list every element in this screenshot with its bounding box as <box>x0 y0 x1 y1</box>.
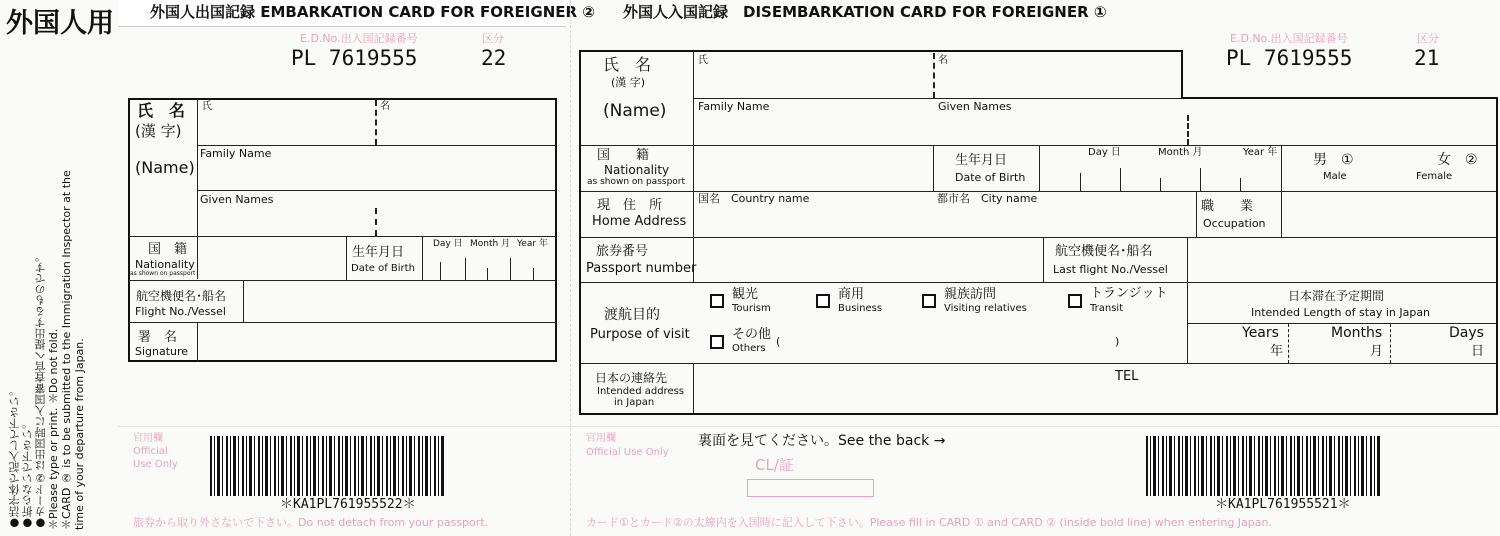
embark-title: 外国人出国記録 EMBARKATION CARD FOR FOREIGNER ② <box>150 3 595 21</box>
embark-footer: 旅券から取り外さないで下さい。Do not detach from your passport. <box>133 516 489 529</box>
embark-dob-label: 生年月日 <box>352 245 405 260</box>
side-label: 外国人用 <box>6 8 114 39</box>
side-note: ●折らないで下さい。 <box>21 418 34 530</box>
months-jp: 月 <box>1370 344 1384 359</box>
others-paren-close: ) <box>1115 335 1120 348</box>
embark-ed-label: E.D.No.出入国記録番号 <box>300 32 418 45</box>
disembark-given-names-label: Given Names <box>938 100 1012 113</box>
home-address-label: 現 住 所 <box>597 198 663 213</box>
others-label: その他 <box>732 327 772 342</box>
disembark-dob-label: 生年月日 <box>955 153 1008 168</box>
embark-official-jp: 官用欄 <box>133 433 163 444</box>
male-label: Male <box>1323 171 1347 182</box>
female-option[interactable]: 女 ② <box>1437 152 1478 168</box>
disembark-nationality-en: Nationality <box>604 163 670 177</box>
city-name-field[interactable] <box>935 192 1195 236</box>
contact-en1: Intended address <box>597 386 685 397</box>
embark-ku-number: 22 <box>481 46 507 70</box>
disembark-barcode-text: ＊KA1PL761955521＊ <box>1215 497 1351 512</box>
contact-label: 日本の連絡先 <box>595 371 668 385</box>
business-label: 商用 <box>838 287 865 302</box>
embark-family-name-label: Family Name <box>200 147 272 160</box>
last-flight-label: 航空機便名･船名 <box>1055 244 1153 259</box>
others-text-field[interactable] <box>782 330 1112 352</box>
embark-flight-label: 航空機便名･船名 <box>136 289 227 303</box>
disembark-nationality-label: 国 籍 <box>597 148 650 163</box>
tourism-checkbox[interactable] <box>710 294 724 308</box>
country-name-label: 国名 Country name <box>698 192 810 205</box>
days-label: Days <box>1449 325 1484 341</box>
embark-barcode-text: ＊KA1PL761955522＊ <box>280 497 416 512</box>
disembark-month-label: Month 月 <box>1158 147 1203 158</box>
days-jp: 日 <box>1471 344 1485 359</box>
disembark-family-name-field[interactable] <box>695 99 932 144</box>
side-note: ●カード②は出国時に入国審査官へ提出するものです。 <box>34 251 47 530</box>
transit-label: トランジット <box>1090 286 1168 301</box>
disembark-ed-number: PL 7619555 <box>1226 46 1353 70</box>
disembark-footer: カード①とカード②の太線内を入国時に記入して下さい。Please fill in CARD ① and CARD ② (inside bold line) when entering Japan. <box>586 516 1272 529</box>
stay-en: Intended Length of stay in Japan <box>1251 306 1431 319</box>
stay-years-field[interactable] <box>1189 324 1287 362</box>
disembark-dob-field[interactable] <box>1041 160 1280 190</box>
transit-checkbox[interactable] <box>1068 294 1082 308</box>
occupation-en: Occupation <box>1203 217 1266 230</box>
others-en: Others <box>732 343 766 354</box>
embark-name-kanji-label: (漢 字) <box>135 122 182 140</box>
embark-signature-label: 署 名 <box>138 330 178 345</box>
contact-en2: in Japan <box>614 397 655 408</box>
male-option[interactable]: 男 ① <box>1313 152 1354 168</box>
side-note: time of your departure from Japan. <box>73 338 86 530</box>
stay-days-field[interactable] <box>1392 324 1495 362</box>
purpose-en: Purpose of visit <box>590 327 690 342</box>
country-name-field[interactable] <box>695 192 935 236</box>
embark-dob-en: Date of Birth <box>351 263 415 274</box>
passport-number-field[interactable] <box>695 238 1042 281</box>
months-label: Months <box>1331 325 1383 341</box>
embark-ku-label: 区分 <box>482 32 504 45</box>
disembark-year-label: Year 年 <box>1243 147 1278 158</box>
last-flight-en: Last flight No./Vessel <box>1053 263 1168 276</box>
embark-nationality-en: Nationality <box>135 258 195 271</box>
disembark-name-kanji-label: (漢 字) <box>611 76 646 89</box>
embark-official-en2: Use Only <box>133 459 178 470</box>
disembark-dob-en: Date of Birth <box>955 171 1026 184</box>
cl-label: CL/証 <box>755 456 794 474</box>
embark-nationality-label: 国 籍 <box>148 242 188 257</box>
embark-flight-en: Flight No./Vessel <box>135 305 226 318</box>
cl-stamp-box <box>747 479 874 497</box>
stay-months-field[interactable] <box>1290 324 1389 362</box>
side-note: ＊CARD ② is to be submitted to the Immigration Inspector at the <box>60 170 73 530</box>
disembark-nationality-field[interactable] <box>695 146 932 190</box>
occupation-label: 職 業 <box>1201 199 1254 214</box>
embark-name-en-label: (Name) <box>135 158 195 177</box>
business-en: Business <box>838 303 883 314</box>
visiting-relatives-label: 親族訪問 <box>944 287 997 302</box>
embark-mei: 名 <box>380 101 390 112</box>
visiting-relatives-checkbox[interactable] <box>922 294 936 308</box>
embark-signature-en: Signature <box>135 345 189 358</box>
passport-en: Passport number <box>586 261 697 276</box>
embark-given-names-label: Given Names <box>200 193 274 206</box>
disembark-name-en-label: (Name) <box>603 101 667 121</box>
others-paren-open: ( <box>776 335 781 348</box>
embark-name-label: 氏 名 <box>137 101 186 120</box>
embark-official-en1: Official <box>133 446 168 457</box>
stay-label: 日本滞在予定期間 <box>1288 289 1385 303</box>
embark-ed-number: PL 7619555 <box>291 46 418 70</box>
side-note: ＊Please type or print. ＊Do not fold. <box>47 328 60 530</box>
years-label: Years <box>1242 325 1279 341</box>
disembark-official-en: Official Use Only <box>586 447 669 458</box>
embark-nationality-sub: as shown on passport <box>130 270 196 277</box>
purpose-label: 渡航目的 <box>604 307 660 323</box>
disembark-ku-number: 21 <box>1414 46 1440 70</box>
occupation-field[interactable] <box>1283 192 1495 236</box>
disembark-barcode <box>1146 436 1380 496</box>
disembark-name-label: 氏 名 <box>603 55 652 74</box>
visiting-relatives-en: Visiting relatives <box>944 303 1027 314</box>
embark-month-label: Month 月 <box>470 239 511 249</box>
last-flight-field[interactable] <box>1189 238 1495 281</box>
disembark-mei: 名 <box>938 55 948 66</box>
disembark-given-kanji-field[interactable] <box>935 53 1181 97</box>
side-note: ●活字体で記入して下さい。 <box>8 385 21 530</box>
home-address-en: Home Address <box>592 214 687 229</box>
disembark-nationality-sub: as shown on passport <box>587 177 686 187</box>
disembark-ku-label: 区分 <box>1417 32 1439 45</box>
disembark-ed-label: E.D.No.出入国記録番号 <box>1230 32 1348 45</box>
disembark-surname-kanji-field[interactable] <box>695 53 932 97</box>
disembark-family-name-label: Family Name <box>698 100 770 113</box>
disembark-given-names-field[interactable] <box>935 99 1495 144</box>
disembark-shi: 氏 <box>698 55 708 66</box>
embark-day-label: Day 日 <box>433 239 463 249</box>
contact-address-field[interactable] <box>695 364 1495 412</box>
transit-en: Transit <box>1090 303 1124 314</box>
female-label: Female <box>1416 171 1453 182</box>
years-jp: 年 <box>1270 344 1284 359</box>
disembark-day-label: Day 日 <box>1088 147 1121 158</box>
tourism-label: 観光 <box>732 287 759 302</box>
city-name-label: 都市名 City name <box>937 192 1038 205</box>
embark-shi: 氏 <box>202 101 212 112</box>
business-checkbox[interactable] <box>816 294 830 308</box>
tel-label: TEL <box>1115 369 1139 384</box>
disembark-title: 外国人入国記録 DISEMBARKATION CARD FOR FOREIGNER ① <box>623 3 1107 21</box>
disembark-official-jp: 官用欄 <box>586 433 616 444</box>
passport-label: 旅券番号 <box>596 244 649 259</box>
tourism-en: Tourism <box>732 303 771 314</box>
see-back-note: 裏面を見てください。See the back → <box>698 433 946 449</box>
others-checkbox[interactable] <box>710 335 724 349</box>
embark-year-label: Year 年 <box>517 239 548 249</box>
